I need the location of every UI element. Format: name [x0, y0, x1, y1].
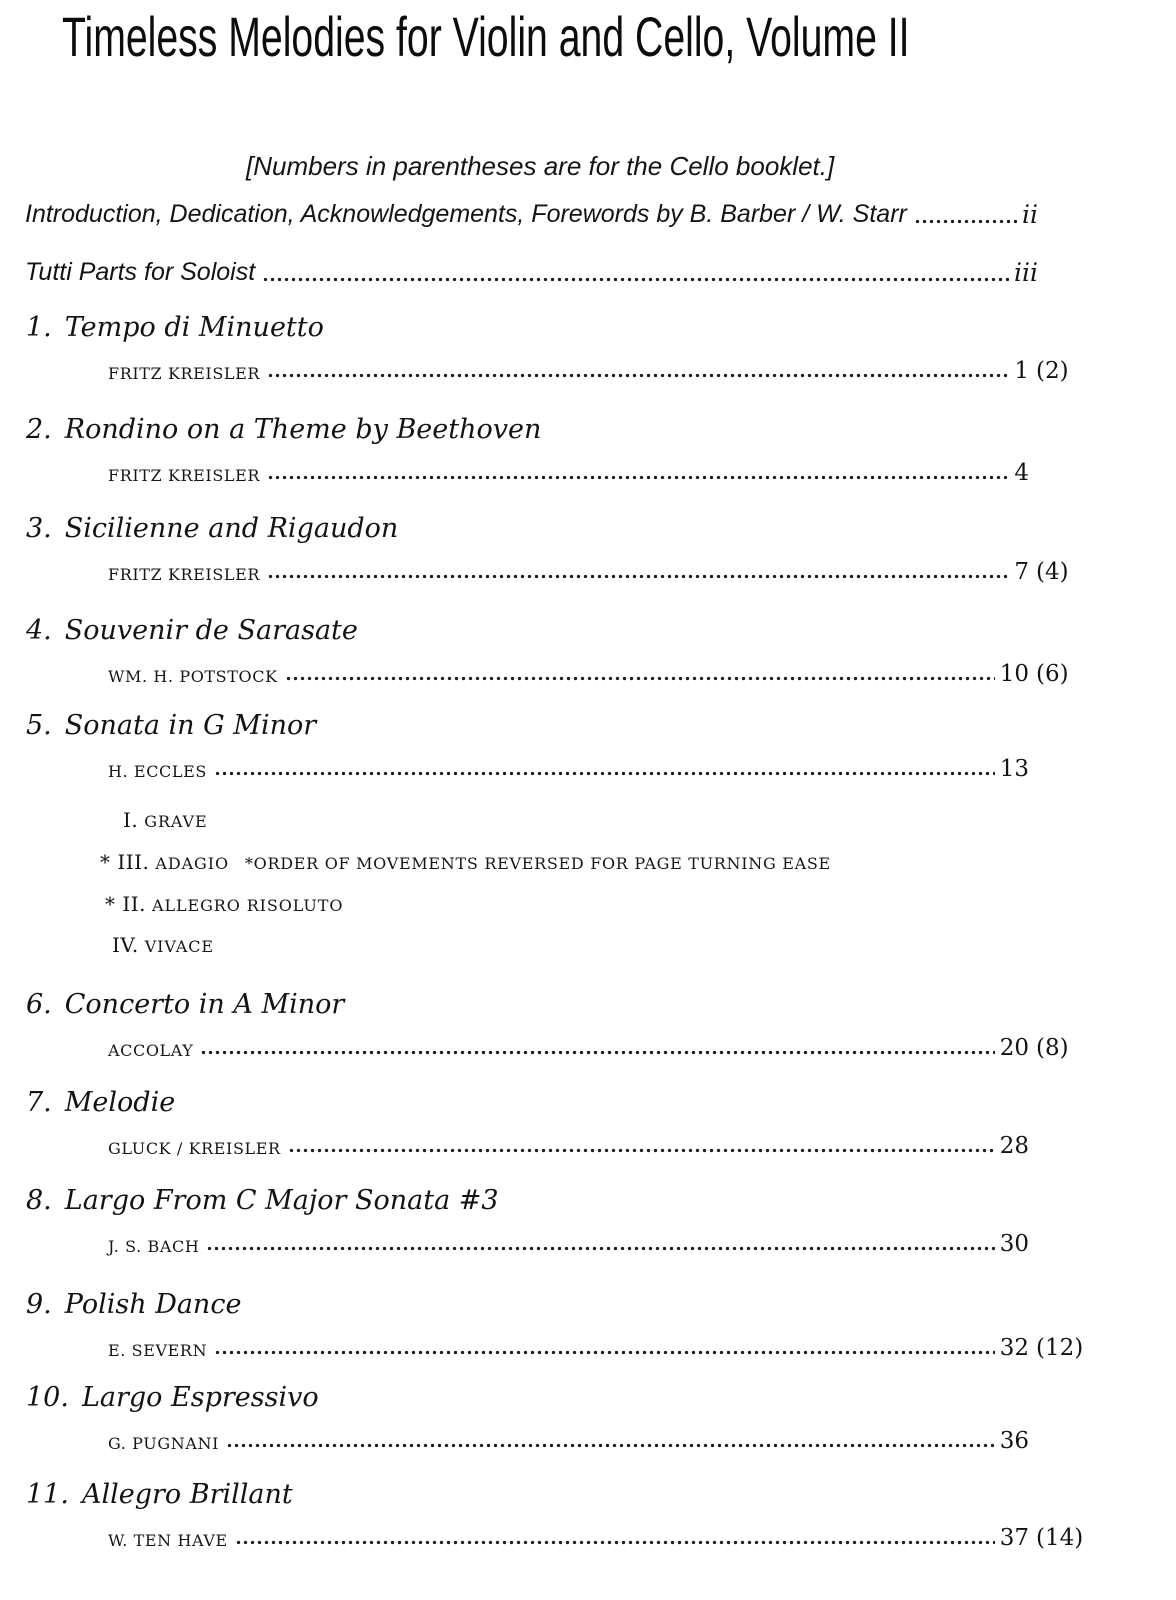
toc-entry [0, 1289, 1176, 1361]
front-matter-label: Introduction, Dedication, Acknowledgements, Forewords by B. Barber / W. Starr [25, 200, 907, 228]
leader-dots [226, 1442, 995, 1449]
composer-row [108, 460, 1036, 486]
entry-title-row [26, 1382, 1176, 1414]
entry-title: Largo Espressivo [81, 1382, 319, 1413]
entry-number: 2. [26, 414, 52, 445]
movement-numeral: I. [123, 808, 139, 832]
toc-entry [0, 513, 1176, 585]
toc-entry [0, 312, 1176, 384]
booklet-note: [Numbers in parentheses are for the Cello booklet.] [246, 151, 835, 181]
composer-name: GLUCK / KREISLER [108, 1139, 281, 1158]
front-matter-label: Tutti Parts for Soloist [25, 258, 256, 286]
front-matter-page-number: iii [1014, 258, 1038, 287]
entry-title-row [26, 1479, 1176, 1511]
toc-entry [0, 1382, 1176, 1454]
composer-name: J. S. BACH [108, 1237, 200, 1256]
composer-name: E. SEVERN [108, 1341, 208, 1360]
entry-number: 4. [26, 615, 52, 646]
entry-title: Tempo di Minuetto [64, 312, 324, 343]
composer-name: FRITZ KREISLER [108, 565, 261, 584]
entry-title-row [26, 989, 1176, 1021]
leader-dots [262, 276, 1009, 283]
toc-entry [0, 710, 1176, 957]
violin-page-number: 30 [999, 1231, 1029, 1257]
composer-name: H. ECCLES [108, 762, 207, 781]
page-number: 37 (14) [999, 1525, 1084, 1551]
entry-number: 7. [26, 1087, 52, 1118]
front-matter-row [25, 256, 1038, 288]
violin-page-number: 36 [999, 1428, 1029, 1454]
leader-dots [267, 573, 1009, 580]
movement-numeral: IV. [112, 933, 139, 957]
composer-row [108, 1525, 1084, 1551]
entry-title: Melodie [64, 1087, 176, 1118]
composer-name: FRITZ KREISLER [108, 466, 261, 485]
toc-entry [0, 615, 1176, 687]
page-number [1000, 1428, 1036, 1454]
composer-name: G. PUGNANI [108, 1434, 220, 1453]
entry-number: 8. [26, 1185, 52, 1216]
toc-entry [0, 989, 1176, 1061]
violin-page-number: 7 [1014, 559, 1029, 585]
violin-page-number: 32 [999, 1335, 1029, 1361]
violin-page-number: 4 [1014, 460, 1029, 486]
toc-entry [0, 414, 1176, 486]
entry-title: Concerto in A Minor [64, 989, 345, 1020]
leader-dots [200, 1049, 994, 1056]
composer-name: FRITZ KREISLER [108, 364, 261, 383]
page-number [1000, 1231, 1036, 1257]
page-number: 1 (2) [1014, 358, 1069, 384]
entry-number: 9. [26, 1289, 52, 1320]
leader-dots [214, 1349, 995, 1356]
entry-number: 5. [26, 710, 52, 741]
movement-name: ADAGIO [155, 854, 229, 873]
entry-number: 10. [26, 1382, 69, 1413]
composer-name: W. TEN HAVE [108, 1531, 228, 1550]
composer-name: WM. H. POTSTOCK [108, 667, 278, 686]
leader-dots [267, 372, 1009, 379]
front-matter-page-number: ii [1022, 200, 1038, 229]
entry-title: Sicilienne and Rigaudon [64, 513, 399, 544]
entry-number: 1. [26, 312, 52, 343]
entry-title: Souvenir de Sarasate [64, 615, 358, 646]
entry-number: 3. [26, 513, 52, 544]
front-matter-row [25, 198, 1038, 230]
leader-dots [235, 1539, 995, 1546]
leader-dots [214, 770, 995, 777]
entry-number: 11. [26, 1479, 69, 1510]
violin-page-number: 37 [999, 1525, 1029, 1551]
page-number: 7 (4) [1014, 559, 1069, 585]
entry-title: Polish Dance [64, 1289, 242, 1320]
page-number [1000, 756, 1036, 782]
violin-page-number: 20 [999, 1035, 1029, 1061]
entry-title-row [26, 1289, 1176, 1321]
movement-row [123, 808, 224, 834]
movement-row [105, 892, 359, 918]
composer-row [108, 559, 1069, 585]
movement-name: GRAVE [144, 812, 208, 831]
composer-row [108, 1133, 1036, 1159]
composer-name: ACCOLAY [108, 1041, 194, 1060]
leader-dots [285, 675, 995, 682]
entry-number: 6. [26, 989, 52, 1020]
entry-title: Allegro Brillant [81, 1479, 293, 1510]
entry-title: Sonata in G Minor [64, 710, 317, 741]
composer-row [108, 1428, 1036, 1454]
violin-page-number: 1 [1014, 358, 1029, 384]
page-number: 32 (12) [999, 1335, 1084, 1361]
composer-row [108, 1335, 1084, 1361]
composer-row [108, 1231, 1036, 1257]
movement-numeral: * II. [105, 892, 147, 916]
movement-note: *ORDER OF MOVEMENTS REVERSED FOR PAGE TURNING EASE [244, 854, 831, 873]
page-number: 20 (8) [999, 1035, 1069, 1061]
entry-title-row [26, 1087, 1176, 1119]
entry-title: Rondino on a Theme by Beethoven [64, 414, 542, 445]
entry-title-row [26, 414, 1176, 446]
toc-entry [0, 1185, 1176, 1257]
movement-row [100, 850, 831, 876]
leader-dots [914, 218, 1017, 225]
leader-dots [267, 474, 1009, 481]
violin-page-number: 13 [999, 756, 1029, 782]
toc-entry [0, 1087, 1176, 1159]
composer-row [108, 661, 1069, 687]
movement-numeral: * III. [100, 850, 150, 874]
leader-dots [206, 1245, 994, 1252]
page-number: 10 (6) [999, 661, 1069, 687]
movement-row [112, 933, 230, 959]
movement-name: VIVACE [144, 937, 214, 956]
leader-dots [288, 1147, 995, 1154]
entry-title-row [26, 615, 1176, 647]
toc-entry [0, 1479, 1176, 1551]
violin-page-number: 28 [999, 1133, 1029, 1159]
page-title: Timeless Melodies for Violin and Cello, Volume II [62, 5, 910, 68]
violin-page-number: 10 [999, 661, 1029, 687]
entry-title-row [26, 1185, 1176, 1217]
composer-row [108, 756, 1036, 782]
composer-row [108, 358, 1069, 384]
entry-title: Largo From C Major Sonata #3 [64, 1185, 499, 1216]
composer-row [108, 1035, 1069, 1061]
page-number [1000, 1133, 1036, 1159]
page-number [1014, 460, 1036, 486]
movement-name: ALLEGRO RISOLUTO [152, 896, 344, 915]
entry-title-row [26, 312, 1176, 344]
entry-title-row [26, 710, 1176, 742]
entry-title-row [26, 513, 1176, 545]
